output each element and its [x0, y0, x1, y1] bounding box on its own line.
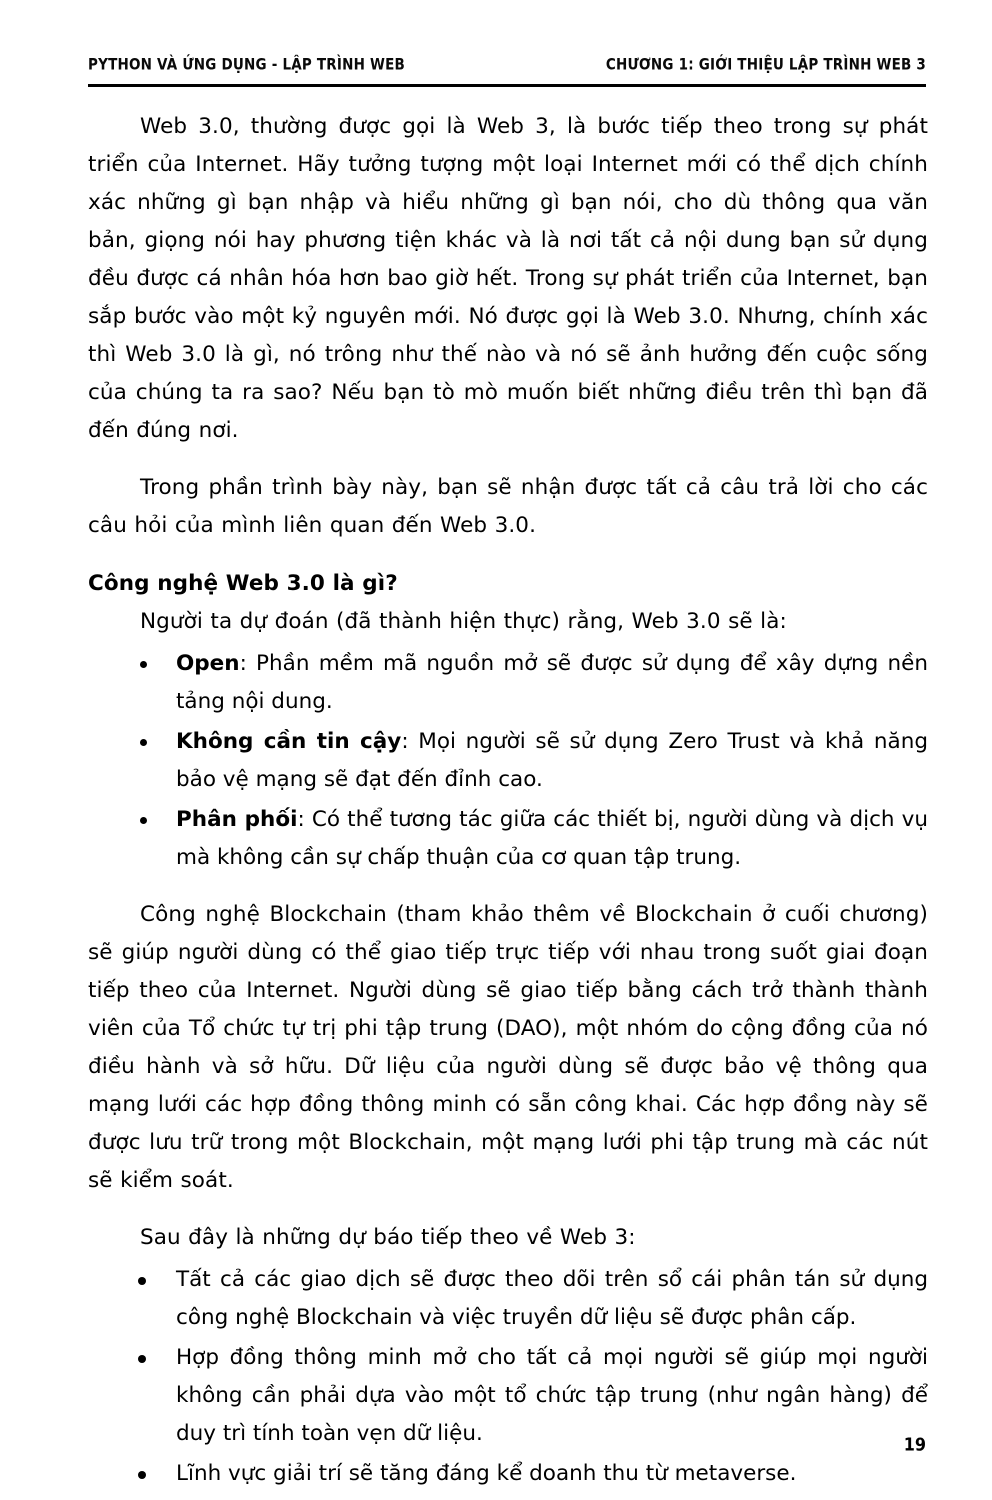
- paragraph-intro: Web 3.0, thường được gọi là Web 3, là bước tiếp theo trong sự phát triển của Internet. Hãy tưởng tượng một loại Internet mới có thể dịch chính xác những gì bạn nhập và hiểu những gì bạn nói, cho dù thông qua văn bản, giọng nói hay phương tiện khác và là nơi tất cả nội dung bạn sử dụng đều được cá nhân hóa hơn bao giờ hết. Trong sự phát triển của Internet, bạn sắp bước vào một kỷ nguyên mới. Nó được gọi là Web 3.0. Nhưng, chính xác thì Web 3.0 là gì, nó trông như thế nào và nó sẽ ảnh hưởng đến cuộc sống của chúng ta ra sao? Nếu bạn tò mò muốn biết những điều trên thì bạn đã đến đúng nơi.: [88, 114, 928, 443]
- bullet-icon: [138, 1471, 146, 1479]
- section-heading-web3: Công nghệ Web 3.0 là gì?: [88, 571, 398, 596]
- list-item: [88, 1455, 928, 1493]
- paragraph-blockchain: Công nghệ Blockchain (tham khảo thêm về Blockchain ở cuối chương) sẽ giúp người dùng có thể giao tiếp trực tiếp với nhau trong suốt giai đoạn tiếp theo của Internet. Người dùng sẽ giao tiếp bằng cách trở thành thành viên của Tổ chức tự trị phi tập trung (DAO), một nhóm do cộng đồng của nó điều hành và sở hữu. Dữ liệu của người dùng sẽ được bảo vệ thông qua mạng lưới các hợp đồng thông minh có sẵn công khai. Các hợp đồng này sẽ được lưu trữ trong một Blockchain, một mạng lưới phi tập trung mà các nút sẽ kiểm soát.: [88, 902, 928, 1193]
- bullet-icon: [140, 739, 147, 746]
- header-book-title: PYTHON VÀ ỨNG DỤNG - LẬP TRÌNH WEB: [88, 55, 406, 74]
- header-divider: [88, 84, 926, 87]
- list-item: [88, 723, 928, 799]
- list-item-lead: Phân phối: [176, 807, 298, 832]
- bullet-icon: [140, 817, 147, 824]
- page-content: [88, 108, 928, 1495]
- page-header: [88, 55, 926, 74]
- list-item: [88, 1339, 928, 1453]
- paragraph-forecast-intro: Sau đây là những dự báo tiếp theo về Web 3:: [140, 1225, 636, 1250]
- list-item: [88, 1261, 928, 1337]
- list-item-text: Lĩnh vực giải trí sẽ tăng đáng kể doanh thu từ metaverse.: [176, 1461, 797, 1486]
- list-item-text: Hợp đồng thông minh mở cho tất cả mọi người sẽ giúp mọi người không cần phải dựa vào một tổ chức tập trung (như ngân hàng) để duy trì tính toàn vẹn dữ liệu.: [176, 1345, 928, 1446]
- list-item-text: : Mọi người sẽ sử dụng Zero Trust và khả năng bảo vệ mạng sẽ đạt đến đỉnh cao.: [176, 729, 928, 792]
- list-web3-traits: [88, 645, 928, 877]
- header-chapter-title: CHƯƠNG 1: GIỚI THIỆU LẬP TRÌNH WEB 3: [605, 55, 926, 74]
- page-number: 19: [903, 1434, 926, 1455]
- paragraph-overview: Trong phần trình bày này, bạn sẽ nhận được tất cả câu trả lời cho các câu hỏi của mình liên quan đến Web 3.0.: [88, 475, 928, 538]
- bullet-icon: [140, 661, 147, 668]
- bullet-icon: [138, 1355, 146, 1363]
- paragraph-prediction: Người ta dự đoán (đã thành hiện thực) rằng, Web 3.0 sẽ là:: [140, 609, 787, 634]
- list-item-text: : Có thể tương tác giữa các thiết bị, người dùng và dịch vụ mà không cần sự chấp thuận của cơ quan tập trung.: [176, 807, 928, 870]
- list-item: [88, 645, 928, 721]
- list-item-lead: Open: [176, 651, 240, 676]
- bullet-icon: [138, 1277, 146, 1285]
- list-item-text: Tất cả các giao dịch sẽ được theo dõi trên sổ cái phân tán sử dụng công nghệ Blockchain và việc truyền dữ liệu sẽ được phân cấp.: [176, 1267, 928, 1330]
- list-item: [88, 801, 928, 877]
- list-web3-forecasts: [88, 1261, 928, 1493]
- list-item-text: : Phần mềm mã nguồn mở sẽ được sử dụng để xây dựng nền tảng nội dung.: [176, 651, 928, 714]
- list-item-lead: Không cần tin cậy: [176, 729, 402, 754]
